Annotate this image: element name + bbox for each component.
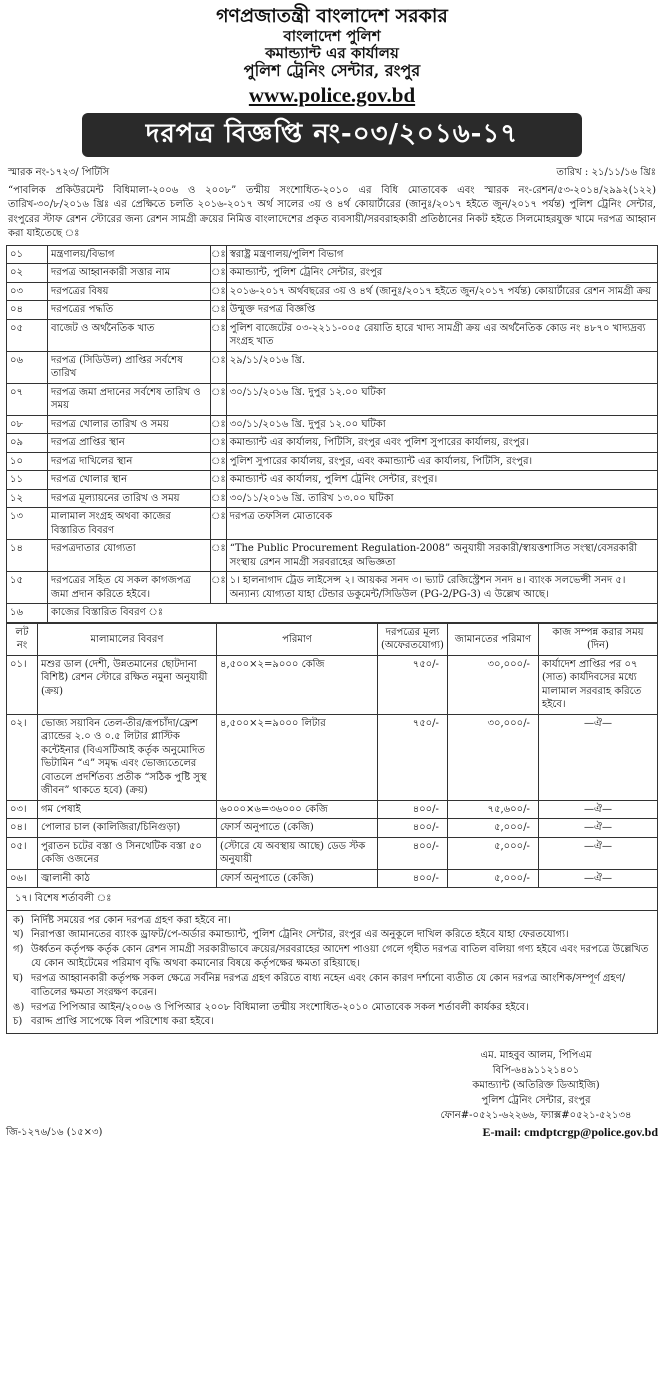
row-value: দরপত্র তফসিল মোতাবেক	[226, 508, 657, 540]
tender-detail-row	[7, 351, 658, 383]
tender-details-table	[6, 245, 658, 623]
row-number: ১২	[7, 489, 48, 508]
item-price: ৭৫০/-	[378, 714, 448, 800]
item-delivery-time: —ঐ—	[538, 869, 657, 888]
item-details-title-row	[7, 604, 658, 623]
reference-row	[8, 165, 656, 182]
item-price: ৪০০/-	[378, 819, 448, 838]
row-value: ২৯/১১/২০১৬ খ্রি.	[226, 351, 657, 383]
lot-number: ০২।	[7, 714, 38, 800]
notice-page	[6, 6, 658, 1366]
tender-detail-row	[7, 319, 658, 351]
row-value: ৩০/১১/২০১৬ খ্রি. দুপুর ১২.০০ ঘটিকা	[226, 383, 657, 415]
condition-item	[13, 928, 651, 943]
item-description: মশুর ডাল (দেশী, উন্নতমানের ছোটদানা বিশিষ্ট) রেশন স্টোরে রক্ষিত নমুনা অনুযায়ী (ক্রয়)	[38, 655, 217, 714]
row-number: ১১	[7, 471, 48, 490]
row-number: ১৬	[7, 604, 48, 623]
condition-text: দরপত্র পিপিআর আইন/২০০৬ ও পিপিআর ২০০৮ বিধিমালা তন্মীয় সংশোধিত-২০১০ মোতাবেক সকল শর্তাবলী কার্যকর হইবে।	[31, 1001, 529, 1013]
row-value: উন্মুক্ত দরপত্র বিজ্ঞপ্তি	[226, 301, 657, 320]
condition-text: নিরাপত্তা জামানতের ব্যাংক ড্রাফট/পে-অর্ডার কমান্ড্যান্ট, পুলিশ ট্রেনিং সেন্টার, রংপুর এর অনুকূলে দাখিল করিতে হইবে যাহা ফেরতযোগ্য।	[31, 929, 569, 941]
tender-detail-row	[7, 383, 658, 415]
row-number: ১৫	[7, 572, 48, 604]
item-delivery-time: —ঐ—	[538, 800, 657, 819]
item-delivery-time: কার্যাদেশ প্রাপ্তির পর ০৭ (সাত) কার্যদিবসের মধ্যে মালামাল সরবরাহ করিতে হইবে।	[538, 655, 657, 714]
row-label: দরপত্রের পদ্ধতি	[48, 301, 211, 320]
description-header: মালামালের বিবরণ	[38, 623, 217, 655]
row-label: দরপত্র জমা প্রদানের সর্বশেষ তারিখ ও সময়	[48, 383, 211, 415]
row-number: ১৩	[7, 508, 48, 540]
condition-key: ঘ)	[13, 972, 24, 984]
item-security: ৫,০০০/-	[447, 869, 538, 888]
row-separator: ঃ	[211, 383, 227, 415]
row-label: দরপত্র আহ্বানকারী সত্তার নাম	[48, 264, 211, 283]
row-label: মন্ত্রণালয়/বিভাগ	[48, 245, 211, 264]
row-number: ০১	[7, 245, 48, 264]
condition-key: চ)	[13, 1016, 23, 1028]
item-delivery-time: —ঐ—	[538, 714, 657, 800]
conditions-title: ১৭। বিশেষ শর্তাবলী ঃ	[7, 888, 658, 910]
lot-header: লট নং	[7, 623, 38, 655]
signature-block	[436, 1048, 636, 1123]
department-title: বাংলাদেশ পুলিশ	[283, 26, 381, 45]
row-value: ৩০/১১/২০১৬ খ্রি. তারিখ ১৩.০০ ঘটিকা	[226, 489, 657, 508]
contact-phone: ফোন#-০৫২১-৬২২৬৬, ফ্যাক্স#০৫২১-৫২১৩৪	[440, 1109, 632, 1121]
row-separator: ঃ	[211, 540, 227, 572]
row-label: মালামাল সংগ্রহ অথবা কাজের বিস্তারিত বিবরণ	[48, 508, 211, 540]
row-number: ১০	[7, 452, 48, 471]
email-link[interactable]: E-mail: cmdptcrgp@police.gov.bd	[482, 1124, 658, 1139]
signatory-bp: বিপি-৬৪৯১১২১৪০১	[492, 1064, 580, 1076]
row-number: ০৫	[7, 319, 48, 351]
row-number: ১৪	[7, 540, 48, 572]
lot-number: ০৬।	[7, 869, 38, 888]
item-description: পোলার চাল (কালিজিরা/চিনিগুড়া)	[38, 819, 217, 838]
security-header: জামানতের পরিমাণ	[447, 623, 538, 655]
condition-key: ঙ)	[13, 1001, 25, 1013]
time-header: কাজ সম্পন্ন করার সময় (দিন)	[538, 623, 657, 655]
row-number: ০৪	[7, 301, 48, 320]
lot-number: ০৩।	[7, 800, 38, 819]
condition-item	[13, 914, 651, 929]
condition-key: খ)	[13, 929, 24, 941]
row-value: কমান্ড্যান্ট এর কার্যালয়, পিটিসি, রংপুর এবং পুলিশ সুপারের কার্যালয়, রংপুর।	[226, 434, 657, 453]
item-quantity: ফোর্স অনুপাতে (কেজি)	[217, 869, 378, 888]
tender-detail-row	[7, 489, 658, 508]
item-description: পুরাতন চটের বস্তা ও সিনথেটিক বস্তা ৫০ কেজি ওজনের	[38, 837, 217, 869]
lot-number: ০৪।	[7, 819, 38, 838]
row-number: ০৭	[7, 383, 48, 415]
row-separator: ঃ	[211, 415, 227, 434]
website-link[interactable]: www.police.gov.bd	[248, 82, 416, 107]
tender-detail-row	[7, 572, 658, 604]
row-separator: ঃ	[211, 282, 227, 301]
row-separator: ঃ	[211, 489, 227, 508]
condition-text: বরাদ্দ প্রাপ্তি সাপেক্ষে বিল পরিশোধ করা হইবে।	[31, 1016, 214, 1028]
row-separator: ঃ	[211, 264, 227, 283]
tender-detail-row	[7, 264, 658, 283]
row-separator: ঃ	[211, 351, 227, 383]
item-schedule-table	[6, 623, 658, 889]
memo-number: স্মারক নং-১৭২৩/ পিটিসি	[8, 166, 110, 178]
tender-detail-row	[7, 471, 658, 490]
tender-detail-row	[7, 434, 658, 453]
row-value: কমান্ড্যান্ট, পুলিশ ট্রেনিং সেন্টার, রংপুর	[226, 264, 657, 283]
item-quantity: ফোর্স অনুপাতে (কেজি)	[217, 819, 378, 838]
row-label: দরপত্র খোলার তারিখ ও সময়	[48, 415, 211, 434]
row-number: ০৯	[7, 434, 48, 453]
memo-date: তারিখ : ২১/১১/১৬ খ্রিঃ	[556, 166, 656, 178]
quantity-header: পরিমাণ	[217, 623, 378, 655]
tender-detail-row	[7, 415, 658, 434]
row-value: “The Public Procurement Regulation-2008” অনুযায়ী সরকারী/স্বায়ত্তশাসিত সংস্থা/বেসরকারী সংস্থায় রেশন সামগ্রী সরবরাহের অভিজ্ঞতা	[226, 540, 657, 572]
row-separator: ঃ	[211, 245, 227, 264]
row-label: দরপত্র দাখিলের স্থান	[48, 452, 211, 471]
item-description: গম পেষাই	[38, 800, 217, 819]
condition-key: ক)	[13, 914, 24, 926]
row-separator: ঃ	[211, 301, 227, 320]
item-security: ৩০,০০০/-	[447, 655, 538, 714]
tender-detail-row	[7, 540, 658, 572]
row-value: কমান্ড্যান্ট এর কার্যালয়, পুলিশ ট্রেনিং সেন্টার, রংপুর।	[226, 471, 657, 490]
row-number: ০৩	[7, 282, 48, 301]
row-label: দরপত্রের বিষয়	[48, 282, 211, 301]
footer-row	[6, 1125, 658, 1142]
condition-item	[13, 972, 651, 1001]
govt-title: গণপ্রজাতন্ত্রী বাংলাদেশ সরকার	[216, 5, 448, 27]
item-security: ৫,০০০/-	[447, 837, 538, 869]
item-quantity: (স্টোরে যে অবস্থায় আছে) ডেড স্টক অনুযায়ী	[217, 837, 378, 869]
item-quantity: ৪,৫০০×২=৯০০০ লিটার	[217, 714, 378, 800]
item-delivery-time: —ঐ—	[538, 837, 657, 869]
row-label: দরপত্র (সিডিউল) প্রাপ্তির সর্বশেষ তারিখ	[48, 351, 211, 383]
condition-text: দরপত্র আহ্বানকারী কর্তৃপক্ষ সকল ক্ষেত্রে সর্বনিম্ন দরপত্র গ্রহণ করিতে বাধ্য নহেন এবং কোন কারণ দর্শানো ব্যতীত যে কোন দরপত্র আংশিক/সম্পূর্ণ গ্রহণ/বাতিলের ক্ষমতা সংরক্ষণ করেন।	[31, 972, 626, 999]
conditions-list	[13, 914, 651, 1030]
item-quantity: ৬০০০×৬=৩৬০০০ কেজি	[217, 800, 378, 819]
condition-text: নির্দিষ্ট সময়ের পর কোন দরপত্র গ্রহণ করা হইবে না।	[31, 914, 231, 926]
condition-item	[13, 1001, 651, 1016]
row-number: ০২	[7, 264, 48, 283]
item-row	[7, 819, 658, 838]
print-code: জি-১২৭৬/১৬ (১৫×৩)	[6, 1126, 103, 1138]
item-security: ৫,০০০/-	[447, 819, 538, 838]
office-title: কমান্ড্যান্ট এর কার্যালয়	[265, 44, 399, 63]
item-header-row	[7, 623, 658, 655]
condition-text: উর্ধ্বতন কর্তৃপক্ষ কর্তৃক কোন রেশন সামগ্রী সরকারীভাবে ক্রয়ের/সরবরাহের আদেশ পাওয়া গেলে গৃহীত দরপত্র বাতিল বলিয়া গণ্য হইবে এবং দরপত্রে উল্লেখিত যে কোন আইটেমের পরিমাণ বৃদ্ধি অথবা কমানোর বিষয়ে কর্তৃপক্ষের ক্ষমতা রহিয়াছে।	[31, 943, 649, 970]
row-number: ০৬	[7, 351, 48, 383]
row-number: ০৮	[7, 415, 48, 434]
item-row	[7, 800, 658, 819]
row-label: দরপত্র প্রাপ্তির স্থান	[48, 434, 211, 453]
conditions-table	[6, 888, 658, 1034]
center-title: পুলিশ ট্রেনিং সেন্টার, রংপুর	[243, 61, 421, 81]
item-price: ৪০০/-	[378, 800, 448, 819]
letterhead	[6, 6, 658, 107]
item-row	[7, 837, 658, 869]
row-separator: ঃ	[211, 508, 227, 540]
item-security: ৩০,০০০/-	[447, 714, 538, 800]
notice-banner: দরপত্র বিজ্ঞপ্তি নং-০৩/২০১৬-১৭	[82, 113, 582, 157]
item-row	[7, 714, 658, 800]
item-quantity: ৪,৫০০×২=৯০০০ কেজি	[217, 655, 378, 714]
row-separator: ঃ	[211, 319, 227, 351]
condition-item	[13, 1015, 651, 1030]
tender-detail-row	[7, 508, 658, 540]
item-security: ৭৫,৬০০/-	[447, 800, 538, 819]
signatory-office: পুলিশ ট্রেনিং সেন্টার, রংপুর	[481, 1094, 591, 1106]
price-header: দরপত্রের মূল্য (অফেরতযোগ্য)	[378, 623, 448, 655]
tender-detail-row	[7, 282, 658, 301]
row-label: দরপত্র খোলার স্থান	[48, 471, 211, 490]
row-separator: ঃ	[211, 572, 227, 604]
tender-detail-row	[7, 245, 658, 264]
row-value: ২০১৬-২০১৭ অর্থবছরের ৩য় ও ৪র্থ (জানুঃ/২০১৭ হইতে জুন/২০১৭ পর্যন্ত) কোয়ার্টারের রেশন সামগ্রী ক্রয়	[226, 282, 657, 301]
tender-detail-row	[7, 452, 658, 471]
row-value: স্বরাষ্ট্র মন্ত্রণালয়/পুলিশ বিভাগ	[226, 245, 657, 264]
row-label: বাজেট ও অর্থনৈতিক খাত	[48, 319, 211, 351]
item-delivery-time: —ঐ—	[538, 819, 657, 838]
row-value: ১। হালনাগাদ ট্রেড লাইসেন্স ২। আয়কর সনদ ৩। ভ্যাট রেজিস্ট্রেশন সনদ ৪। ব্যাংক সলভেন্সী সনদ ৫। অন্যান্য যোগ্যতা যাহা টেন্ডার ডকুমেন্ট/সিডিউল (PG-2/PG-3) এ উল্লেখ আছে।	[226, 572, 657, 604]
signatory-title: কমান্ড্যান্ট (অতিরিক্ত ডিআইজি)	[472, 1079, 600, 1091]
condition-key: গ)	[13, 943, 24, 955]
row-label: দরপত্র মূল্যায়নের তারিখ ও সময়	[48, 489, 211, 508]
row-separator: ঃ	[211, 434, 227, 453]
row-value: পুলিশ সুপারের কার্যালয়, রংপুর, এবং কমান্ড্যান্ট এর কার্যালয়, পিটিসি, রংপুর।	[226, 452, 657, 471]
item-price: ৭৫০/-	[378, 655, 448, 714]
lot-number: ০৫।	[7, 837, 38, 869]
row-label: দরপত্রদাতার যোগ্যতা	[48, 540, 211, 572]
item-row	[7, 869, 658, 888]
row-label: দরপত্রের সহিত যে সকল কাগজপত্র জমা প্রদান করিতে হইবে।	[48, 572, 211, 604]
row-value: পুলিশ বাজেটের ০৩-২২১১-০০৫ রেয়াতি হারে খাদ্য সামগ্রী ক্রয় এর অর্থনৈতিক কোড নং ৪৮৭০ খাদ্যদ্রব্য সংগ্রহ খাত	[226, 319, 657, 351]
item-description: ভোজ্য সয়াবিন তেল-তীর/রূপচাঁদা/ফ্রেশ ব্র্যান্ডের ২.০ ও ০.৫ লিটার প্লাস্টিক কন্টেইনার (বিএসটিআই কর্তৃক অনুমোদিত ভিটামিন “এ” সমৃদ্ধ এবং ভোজ্যতেলের বোতলে প্রদর্শিতব্য প্রতীক “সঠিক পুষ্টি সুস্থ জীবন” থাকতে হবে) (ক্রয়)	[38, 714, 217, 800]
signatory-name: এম. মাহবুব আলম, পিপিএম	[480, 1049, 592, 1061]
tender-detail-row	[7, 301, 658, 320]
row-value: ৩০/১১/২০১৬ খ্রি. দুপুর ১২.০০ ঘটিকা	[226, 415, 657, 434]
item-row	[7, 655, 658, 714]
intro-paragraph: “পাবলিক প্রকিউরমেন্ট বিধিমালা-২০০৬ ও ২০০৮” তন্মীয় সংশোধিত-২০১০ এর বিধি মোতাবেক এবং স্মারক নং-রেশন/৫৩-২০১৪/২৯৯২(১২২) তারিখ-৩০/৮/২০১৬ খ্রিঃ এর প্রেক্ষিতে চলতি ২০১৬-২০১৭ অর্থ সালের ৩য় ও ৪র্থ কোয়ার্টারের (জানুঃ/২০১৭ হইতে জুন/২০১৭ পর্যন্ত) পুলিশ ট্রেনিং সেন্টার, রংপুরের স্টাফ রেশন স্টোরের জন্য রেশন সামগ্রী ক্রয়ের নিমিত্ত বাংলাদেশের প্রকৃত ব্যবসায়ী/সরবরাহকারী প্রতিষ্ঠানের নিকট হইতে সিলমোহরযুক্ত খামে দরপত্র আহ্বান করা যাইতেছে ঃ	[8, 184, 656, 240]
row-separator: ঃ	[211, 452, 227, 471]
row-label: কাজের বিস্তারিত বিবরণ ঃ	[48, 604, 658, 623]
row-separator: ঃ	[211, 471, 227, 490]
condition-item	[13, 943, 651, 972]
item-description: জ্বালানী কাঠ	[38, 869, 217, 888]
item-price: ৪০০/-	[378, 837, 448, 869]
lot-number: ০১।	[7, 655, 38, 714]
item-price: ৪০০/-	[378, 869, 448, 888]
